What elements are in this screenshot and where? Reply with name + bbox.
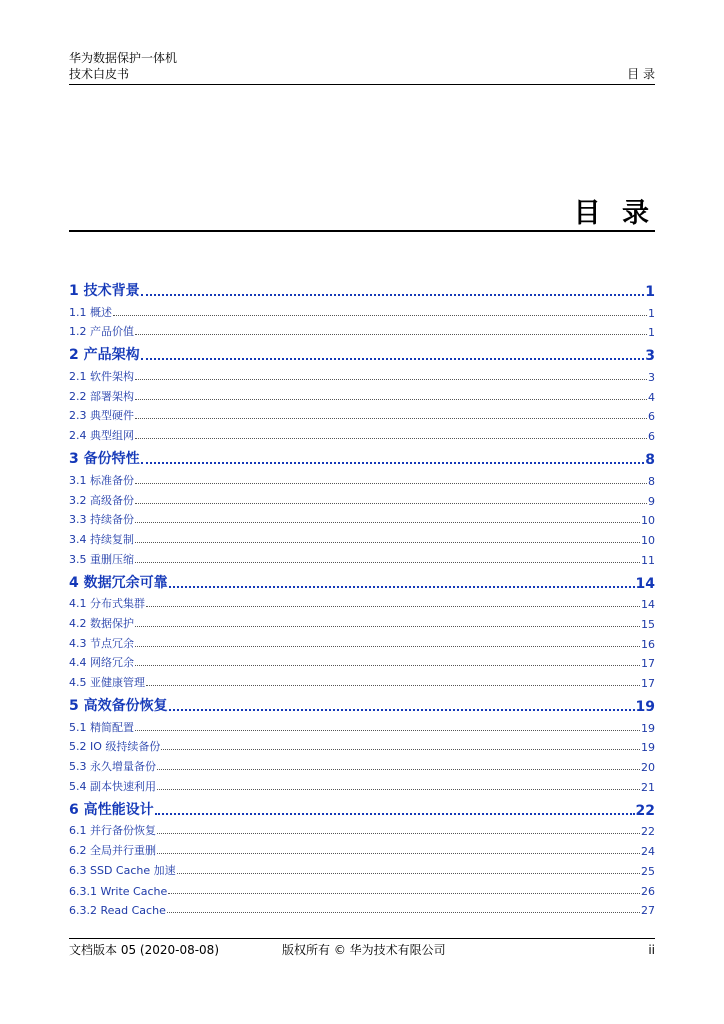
toc-section-entry[interactable]	[69, 300, 655, 320]
toc-entry-page[interactable]: 15	[641, 617, 655, 631]
toc-dot-leader	[168, 893, 640, 894]
toc-section-entry[interactable]	[69, 404, 655, 424]
toc-entry-title[interactable]: 5 高效备份恢复	[69, 698, 168, 714]
page-title: 目 录	[573, 198, 655, 229]
toc-dot-leader	[135, 503, 647, 504]
toc-entry-page[interactable]: 22	[641, 825, 655, 839]
toc-dot-leader	[167, 912, 640, 913]
toc-chapter-entry[interactable]	[69, 799, 655, 819]
toc-section-entry[interactable]	[69, 735, 655, 755]
toc-dot-leader	[157, 853, 640, 854]
toc-section-entry[interactable]	[69, 898, 655, 918]
toc-dot-leader	[155, 813, 635, 815]
toc-entry-page[interactable]: 26	[641, 884, 655, 898]
toc-dot-leader	[157, 789, 640, 790]
toc-entry-page[interactable]: 17	[641, 657, 655, 671]
toc-dot-leader	[161, 749, 640, 750]
toc-entry-page[interactable]: 22	[635, 802, 655, 819]
toc-entry-title[interactable]: 6.3 SSD Cache 加速	[69, 863, 176, 877]
toc-entry-page[interactable]: 17	[641, 677, 655, 690]
toc-dot-leader	[135, 626, 640, 627]
toc-entry-title[interactable]: 2 产品架构	[69, 347, 140, 364]
toc-entry-title[interactable]: 4.5 亚健康管理	[69, 676, 145, 689]
toc-section-entry[interactable]	[69, 527, 655, 547]
toc-dot-leader	[157, 769, 640, 770]
toc-section-entry[interactable]	[69, 611, 655, 631]
toc-entry-page[interactable]: 21	[641, 780, 655, 794]
footer-doc-version: 文档版本 05 (2020-08-08)	[69, 943, 220, 957]
toc-dot-leader	[135, 418, 647, 419]
toc-entry-page[interactable]: 14	[635, 575, 655, 592]
toc-entry-page[interactable]: 27	[641, 904, 655, 918]
title-rule	[69, 230, 655, 232]
toc-dot-leader	[169, 586, 635, 588]
toc-entry-title[interactable]: 2.4 典型组网	[69, 429, 134, 443]
toc-entry-title[interactable]: 4.1 分布式集群	[69, 597, 145, 611]
toc-entry-page[interactable]: 9	[648, 494, 655, 508]
toc-section-entry[interactable]	[69, 878, 655, 898]
toc-dot-leader	[146, 685, 640, 686]
toc-chapter-entry[interactable]	[69, 344, 655, 364]
toc-dot-leader	[135, 483, 647, 484]
table-of-contents	[69, 280, 655, 917]
toc-section-entry[interactable]	[69, 320, 655, 340]
toc-dot-leader	[113, 315, 647, 316]
toc-entry-page[interactable]: 24	[641, 845, 655, 859]
toc-section-entry[interactable]	[69, 423, 655, 443]
toc-dot-leader	[177, 873, 640, 874]
toc-entry-title[interactable]: 3.1 标准备份	[69, 473, 134, 487]
toc-chapter-entry[interactable]	[69, 280, 655, 300]
toc-entry-page[interactable]: 1	[645, 284, 655, 300]
toc-entry-page[interactable]: 25	[641, 864, 655, 878]
toc-dot-leader	[146, 606, 640, 607]
toc-entry-page[interactable]: 14	[641, 598, 655, 612]
toc-entry-page[interactable]: 20	[641, 761, 655, 775]
header-divider	[69, 84, 655, 85]
toc-entry-page[interactable]: 3	[648, 371, 655, 385]
toc-dot-leader	[169, 709, 635, 711]
toc-dot-leader	[135, 562, 640, 563]
toc-dot-leader	[135, 334, 647, 335]
toc-entry-title[interactable]: 3.4 持续复制	[69, 532, 134, 546]
toc-entry-page[interactable]: 4	[648, 390, 655, 404]
toc-chapter-entry[interactable]	[69, 572, 655, 592]
toc-entry-page[interactable]: 3	[645, 348, 655, 365]
toc-entry-title[interactable]: 3.3 持续备份	[69, 513, 134, 527]
toc-entry-title[interactable]: 1 技术背景	[69, 283, 140, 299]
toc-section-entry[interactable]	[69, 631, 655, 651]
toc-entry-page[interactable]: 10	[641, 533, 655, 547]
toc-entry-title[interactable]: 6.3.2 Read Cache	[69, 904, 166, 918]
toc-section-entry[interactable]	[69, 364, 655, 384]
toc-dot-leader	[141, 358, 645, 360]
toc-chapter-entry[interactable]	[69, 695, 655, 715]
toc-dot-leader	[135, 438, 647, 439]
toc-entry-page[interactable]: 16	[641, 637, 655, 651]
toc-section-entry[interactable]	[69, 508, 655, 528]
toc-section-entry[interactable]	[69, 468, 655, 488]
toc-section-entry[interactable]	[69, 774, 655, 794]
footer-page-number: ii	[648, 943, 655, 957]
toc-entry-page[interactable]: 19	[641, 741, 655, 755]
toc-entry-page[interactable]: 11	[641, 553, 655, 567]
toc-entry-page[interactable]: 1	[648, 326, 655, 340]
toc-entry-title[interactable]: 6.1 并行备份恢复	[69, 824, 156, 838]
toc-entry-title[interactable]: 5.4 副本快速利用	[69, 779, 156, 793]
toc-entry-page[interactable]: 6	[648, 430, 655, 444]
toc-dot-leader	[135, 399, 647, 400]
toc-section-entry[interactable]	[69, 715, 655, 735]
toc-entry-page[interactable]: 19	[635, 699, 655, 715]
header-doc-type: 技术白皮书	[69, 67, 130, 81]
toc-entry-title[interactable]: 2.1 软件架构	[69, 370, 134, 384]
toc-chapter-entry[interactable]	[69, 448, 655, 468]
toc-section-entry[interactable]	[69, 547, 655, 567]
toc-section-entry[interactable]	[69, 651, 655, 671]
toc-dot-leader	[135, 730, 640, 731]
page-header	[69, 50, 655, 82]
toc-dot-leader	[135, 665, 640, 666]
toc-section-entry[interactable]	[69, 819, 655, 839]
toc-section-entry[interactable]	[69, 858, 655, 878]
toc-dot-leader	[135, 646, 640, 647]
footer-copyright: 版权所有 © 华为技术有限公司	[282, 943, 446, 957]
toc-entry-title[interactable]: 4.4 网络冗余	[69, 656, 134, 670]
header-section-name: 目 录	[627, 67, 655, 81]
toc-section-entry[interactable]	[69, 592, 655, 612]
toc-entry-title[interactable]: 4.3 节点冗余	[69, 636, 134, 650]
header-product-name: 华为数据保护一体机	[69, 51, 178, 65]
toc-entry-page[interactable]: 8	[648, 474, 655, 488]
toc-entry-title[interactable]: 2.2 部署架构	[69, 389, 134, 403]
toc-entry-title[interactable]: 5.3 永久增量备份	[69, 760, 156, 774]
toc-dot-leader	[141, 294, 645, 296]
toc-entry-title[interactable]: 5.1 精简配置	[69, 720, 134, 734]
footer-divider	[69, 938, 655, 939]
toc-entry-page[interactable]: 19	[641, 721, 655, 735]
toc-dot-leader	[157, 833, 640, 834]
toc-entry-page[interactable]: 10	[641, 514, 655, 528]
toc-entry-title[interactable]: 6.3.1 Write Cache	[69, 884, 168, 898]
toc-entry-title[interactable]: 3.5 重删压缩	[69, 552, 134, 566]
toc-entry-title[interactable]: 6 高性能设计	[69, 801, 154, 818]
toc-entry-title[interactable]: 4.2 数据保护	[69, 616, 134, 630]
toc-dot-leader	[135, 379, 647, 380]
toc-section-entry[interactable]	[69, 754, 655, 774]
toc-entry-title[interactable]: 3 备份特性	[69, 451, 140, 468]
toc-entry-page[interactable]: 6	[648, 410, 655, 424]
toc-section-entry[interactable]	[69, 838, 655, 858]
toc-entry-title[interactable]: 1.1 概述	[69, 305, 112, 319]
toc-dot-leader	[141, 462, 645, 464]
toc-entry-page[interactable]: 8	[645, 452, 655, 469]
toc-entry-title[interactable]: 3.2 高级备份	[69, 493, 134, 507]
toc-entry-title[interactable]: 6.2 全局并行重删	[69, 844, 156, 858]
toc-section-entry[interactable]	[69, 384, 655, 404]
toc-entry-title[interactable]: 5.2 IO 级持续备份	[69, 740, 161, 754]
toc-dot-leader	[135, 522, 640, 523]
toc-dot-leader	[135, 542, 640, 543]
toc-entry-title[interactable]: 1.2 产品价值	[69, 325, 134, 339]
toc-entry-page[interactable]: 1	[648, 306, 655, 320]
toc-entry-title[interactable]: 4 数据冗余可靠	[69, 574, 168, 591]
toc-section-entry[interactable]	[69, 488, 655, 508]
toc-entry-title[interactable]: 2.3 典型硬件	[69, 409, 134, 423]
toc-section-entry[interactable]	[69, 670, 655, 690]
